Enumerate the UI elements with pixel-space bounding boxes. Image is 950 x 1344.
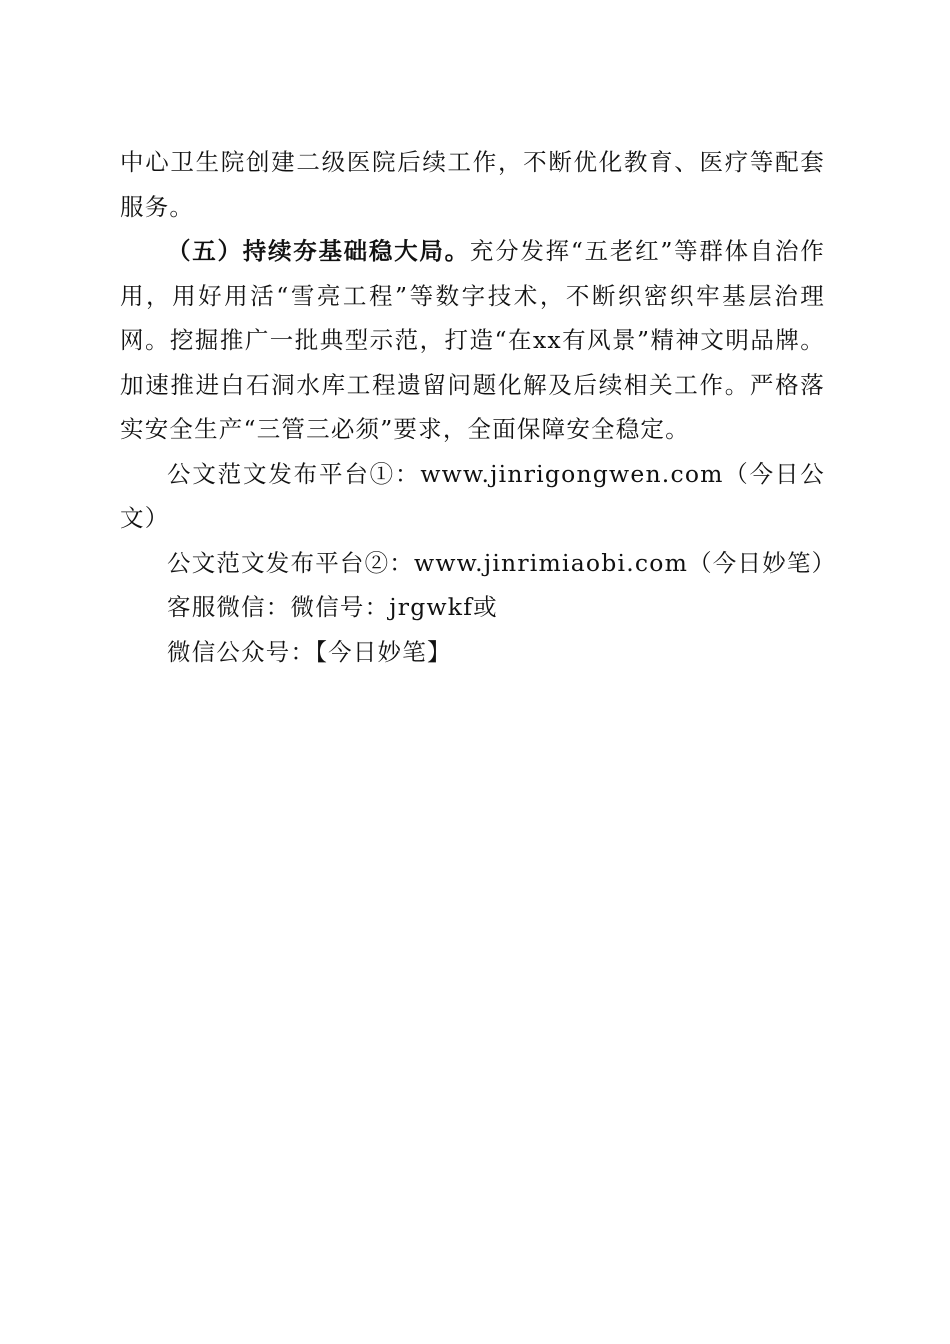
section-5-paragraph [120,229,825,452]
paragraph-continuation: 中心卫生院创建二级医院后续工作，不断优化教育、医疗等配套服务。 [120,148,825,221]
section-5-body: 充分发挥“五老红”等群体自治作用，用好用活“雪亮工程”等数字技术，不断织密织牢基层治理网。挖掘推广一批典型示范，打造“在xx有风景”精神文明品牌。加速推进白石洞水库工程遗留问题化解及后续相关工作。严格落实安全生产“三管三必须”要求，全面保障安全稳定。 [120,237,825,443]
footer-service-wechat: 客服微信：微信号：jrgwkf或 [167,593,498,621]
footer-platform-2: 公文范文发布平台②：www.jinrimiaobi.com（今日妙笔） [167,548,837,577]
footer-platform-1: 公文范文发布平台①：www.jinrigongwen.com（今日公文） [120,459,825,532]
section-5-heading: （五）持续夯基础稳大局。 [167,237,470,265]
footer-public-account: 微信公众号：【今日妙笔】 [167,637,452,666]
document-body [120,140,837,674]
